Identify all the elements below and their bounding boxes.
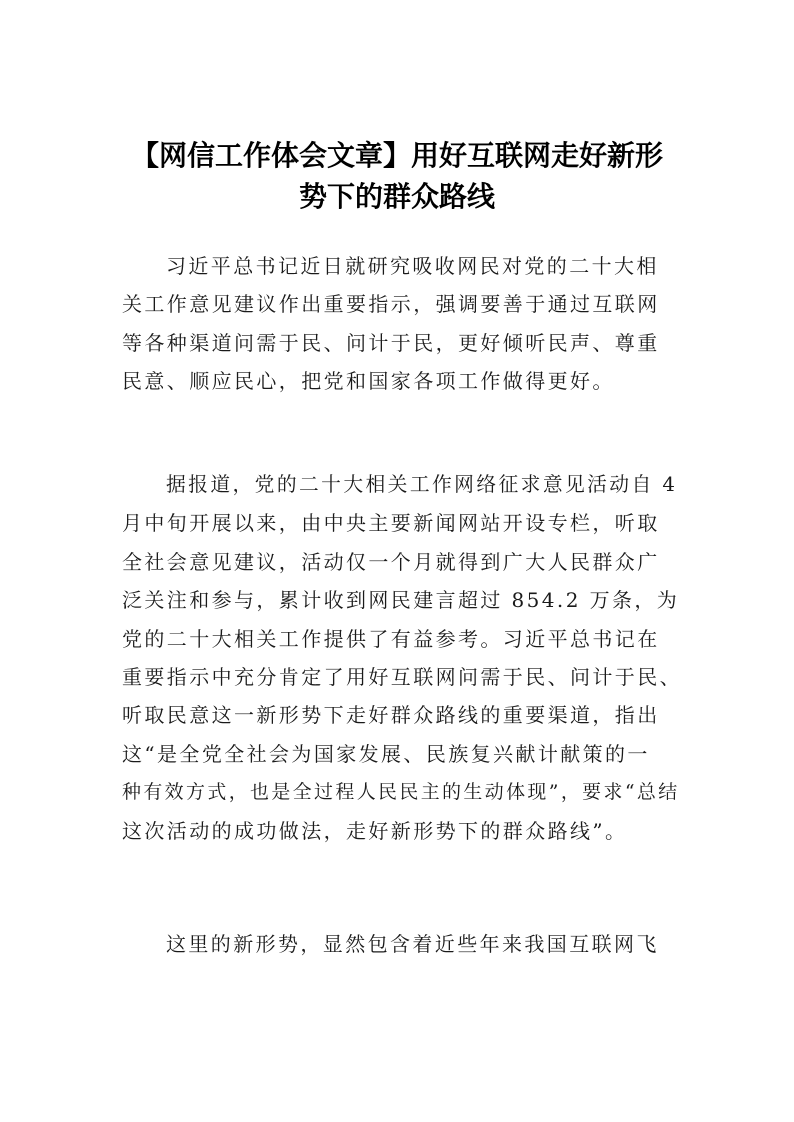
- paragraph-2: [122, 466, 682, 850]
- text-line: 关工作意见建议作出重要指示，强调要善于通过互联网: [122, 292, 660, 317]
- text-line: 重要指示中充分肯定了用好互联网问需于民、问计于民、: [122, 665, 682, 690]
- paragraph-1: [122, 247, 682, 401]
- title-line: 【网信工作体会文章】用好互联网走好新形: [130, 139, 663, 172]
- text-line: 据报道，党的二十大相关工作网络征求意见活动自 4: [166, 473, 678, 496]
- text-line: 种有效方式，也是全过程人民民主的生动体现”，要求“总结: [122, 781, 680, 804]
- text-line: 听取民意这一新形势下走好群众路线的重要渠道，指出: [122, 703, 660, 728]
- title-line: 势下的群众路线: [298, 180, 495, 213]
- text-line: 这次活动的成功做法，走好新形势下的群众路线”。: [122, 818, 628, 843]
- text-line: 等各种渠道问需于民、问计于民，更好倾听民声、尊重: [122, 330, 660, 355]
- text-line: 习近平总书记近日就研究吸收网民对党的二十大相: [166, 254, 659, 278]
- text-line: 泛关注和参与，累计收到网民建言超过 854.2 万条，为: [122, 588, 680, 613]
- text-line: 党的二十大相关工作提供了有益参考。习近平总书记在: [122, 626, 660, 651]
- text-line: 这“是全党全社会为国家发展、民族复兴献计献策的一: [122, 741, 650, 766]
- text-line: 全社会意见建议，活动仅一个月就得到广大人民群众广: [122, 549, 660, 574]
- paragraph-3: [122, 925, 682, 963]
- text-line: 月中旬开展以来，由中央主要新闻网站开设专栏，听取: [122, 511, 660, 536]
- text-line: 民意、顺应民心，把党和国家各项工作做得更好。: [122, 369, 615, 394]
- text-line: 这里的新形势，显然包含着近些年来我国互联网飞: [166, 932, 659, 956]
- document-title: [100, 135, 694, 217]
